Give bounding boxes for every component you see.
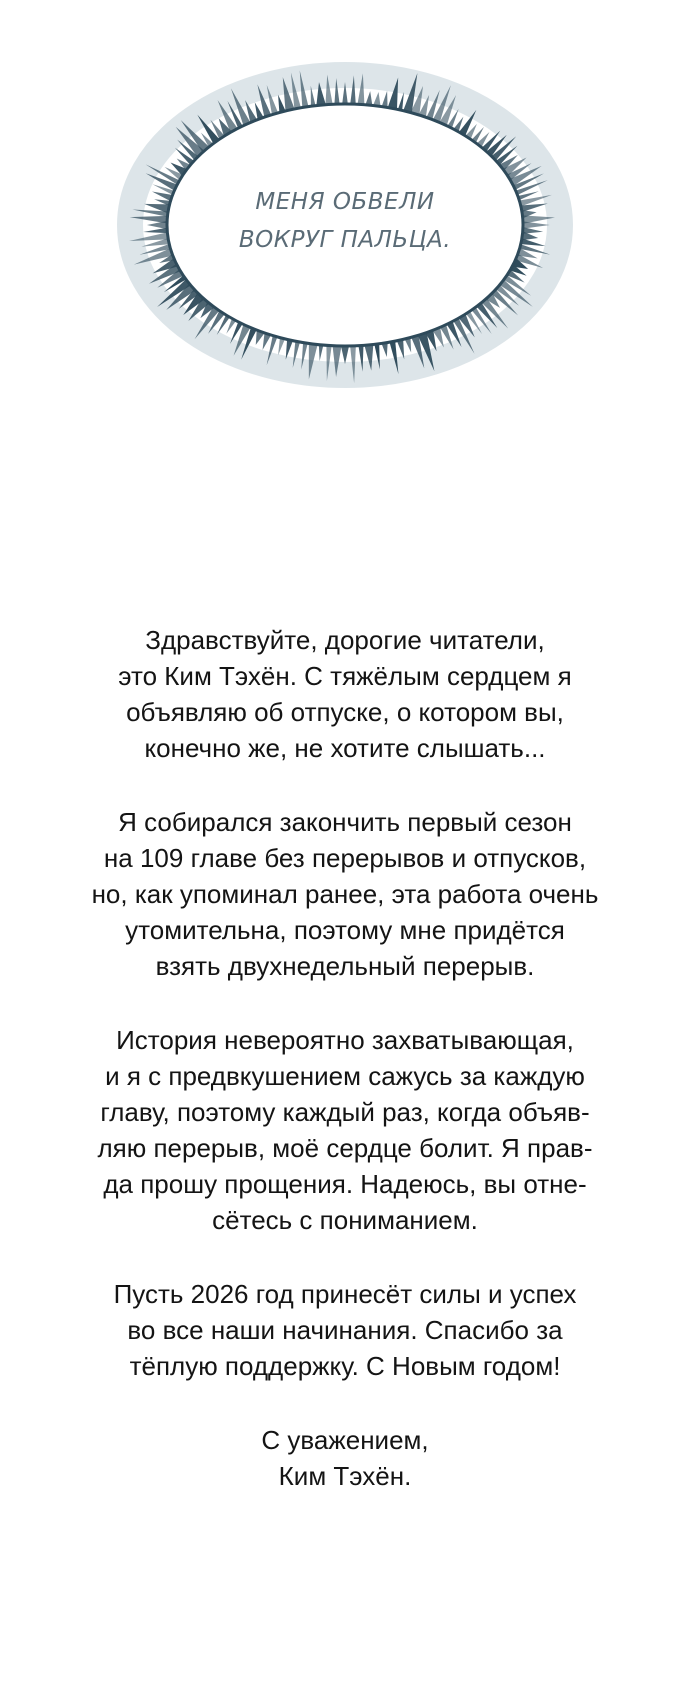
letter-line: это Ким Тэхён. С тяжёлым сердцем я — [118, 661, 572, 691]
letter-line: и я с предвкушением сажусь за каждую — [105, 1061, 585, 1091]
burst-spike — [278, 338, 285, 356]
author-letter — [30, 622, 660, 1494]
letter-line: Пусть 2026 год принесёт силы и успех — [113, 1279, 577, 1309]
burst-spike — [341, 346, 349, 364]
letter-line: конечно же, не хотите слышать... — [144, 733, 546, 763]
letter-line: История невероятно захватывающая, — [116, 1025, 574, 1055]
letter-line: объявляю об отпуске, о котором вы, — [126, 697, 564, 727]
letter-line: да прошу прощения. Надеюсь, вы отне- — [103, 1169, 587, 1199]
letter-line: но, как упоминал ранее, эта работа очень — [91, 879, 599, 909]
letter-paragraph-3 — [30, 1022, 660, 1238]
burst-spike — [286, 339, 293, 359]
letter-line: ляю перерыв, моё сердце болит. Я прав- — [97, 1133, 593, 1163]
burst-spike — [397, 339, 404, 359]
letter-line: во все наши начинания. Спасибо за — [127, 1315, 563, 1345]
letter-line: Здравствуйте, дорогие читатели, — [145, 625, 545, 655]
letter-line: взять двухнедельный перерыв. — [155, 951, 535, 981]
burst-spike — [398, 92, 404, 110]
burst-spike — [382, 91, 388, 108]
bubble-line-2: ВОКРУГ ПАЛЬЦА. — [238, 227, 452, 253]
letter-line: Я собирался закончить первый сезон — [118, 807, 572, 837]
thought-bubble — [110, 55, 580, 395]
burst-spike — [365, 91, 372, 105]
letter-signature — [30, 1422, 660, 1494]
letter-line: на 109 главе без перерывов и отпусков, — [103, 843, 587, 873]
letter-line: тёплую поддержку. С Новым годом! — [129, 1351, 561, 1381]
letter-line: утомительна, поэтому мне придётся — [125, 915, 565, 945]
signature-line: Ким Тэхён. — [278, 1461, 412, 1491]
bubble-line-1: МЕНЯ ОБВЕЛИ — [255, 189, 435, 215]
letter-paragraph-2 — [30, 804, 660, 984]
bubble-text — [110, 183, 580, 259]
letter-line: сётесь с пониманием. — [212, 1205, 478, 1235]
burst-spike — [319, 345, 323, 361]
letter-paragraph-4 — [30, 1276, 660, 1384]
signature-line: С уважением, — [261, 1425, 429, 1455]
letter-line: главу, поэтому каждый раз, когда объяв- — [100, 1097, 590, 1127]
letter-paragraph-1 — [30, 622, 660, 766]
